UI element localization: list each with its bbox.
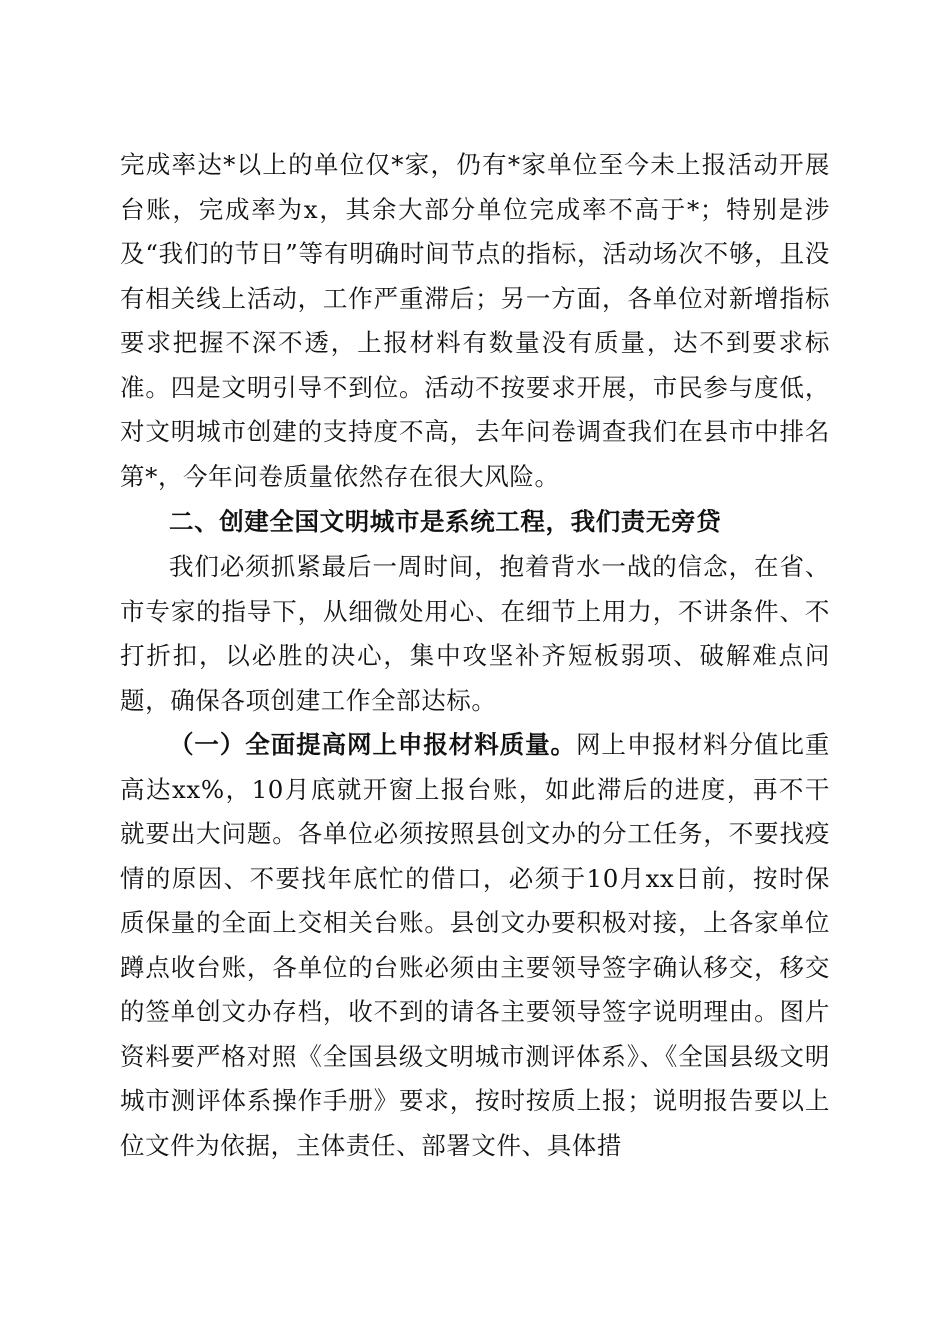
subsection-paragraph xyxy=(120,723,830,1168)
paragraph-continued: 完成率达*以上的单位仅*家，仍有*家单位至今未上报活动开展台账，完成率为x，其余大部分单位完成率不高于*；特别是涉及“我们的节日”等有明确时间节点的指标，活动场次不够，且没有相关线上活动，工作严重滞后；另一方面，各单位对新增指标要求把握不深不透，上报材料有数量没有质量，达不到要求标准。四是文明引导不到位。活动不按要求开展，市民参与度低，对文明城市创建的支持度不高，去年问卷调查我们在县市中排名第*，今年问卷质量依然存在很大风险。 xyxy=(120,150,830,491)
subsection-body: 网上申报材料分值比重高达xx%，10月底就开窗上报台账，如此滞后的进度，再不干就要出大问题。各单位必须按照县创文办的分工任务，不要找疫情的原因、不要找年底忙的借口，必须于10月xx日前，按时保质保量的全面上交相关台账。县创文办要积极对接，上各家单位蹲点收台账，各单位的台账必须由主要领导签字确认移交，移交的签单创文办存档，收不到的请各主要领导签字说明理由。图片资料要严格对照《全国县级文明城市测评体系》、《全国县级文明城市测评体系操作手册》要求，按时按质上报；说明报告要以上位文件为依据，主体责任、部署文件、具体措 xyxy=(120,730,830,1160)
document-body xyxy=(120,143,830,1168)
subsection-title: （一）全面提高网上申报材料质量。 xyxy=(169,730,576,759)
paragraph-intro: 我们必须抓紧最后一周时间，抱着背水一战的信念，在省、市专家的指导下，从细微处用心、在细节上用力，不讲条件、不打折扣，以必胜的决心，集中攻坚补齐短板弱项、破解难点问题，确保各项创建工作全部达标。 xyxy=(120,552,830,715)
section-heading: 二、创建全国文明城市是系统工程，我们责无旁贷 xyxy=(169,507,722,536)
